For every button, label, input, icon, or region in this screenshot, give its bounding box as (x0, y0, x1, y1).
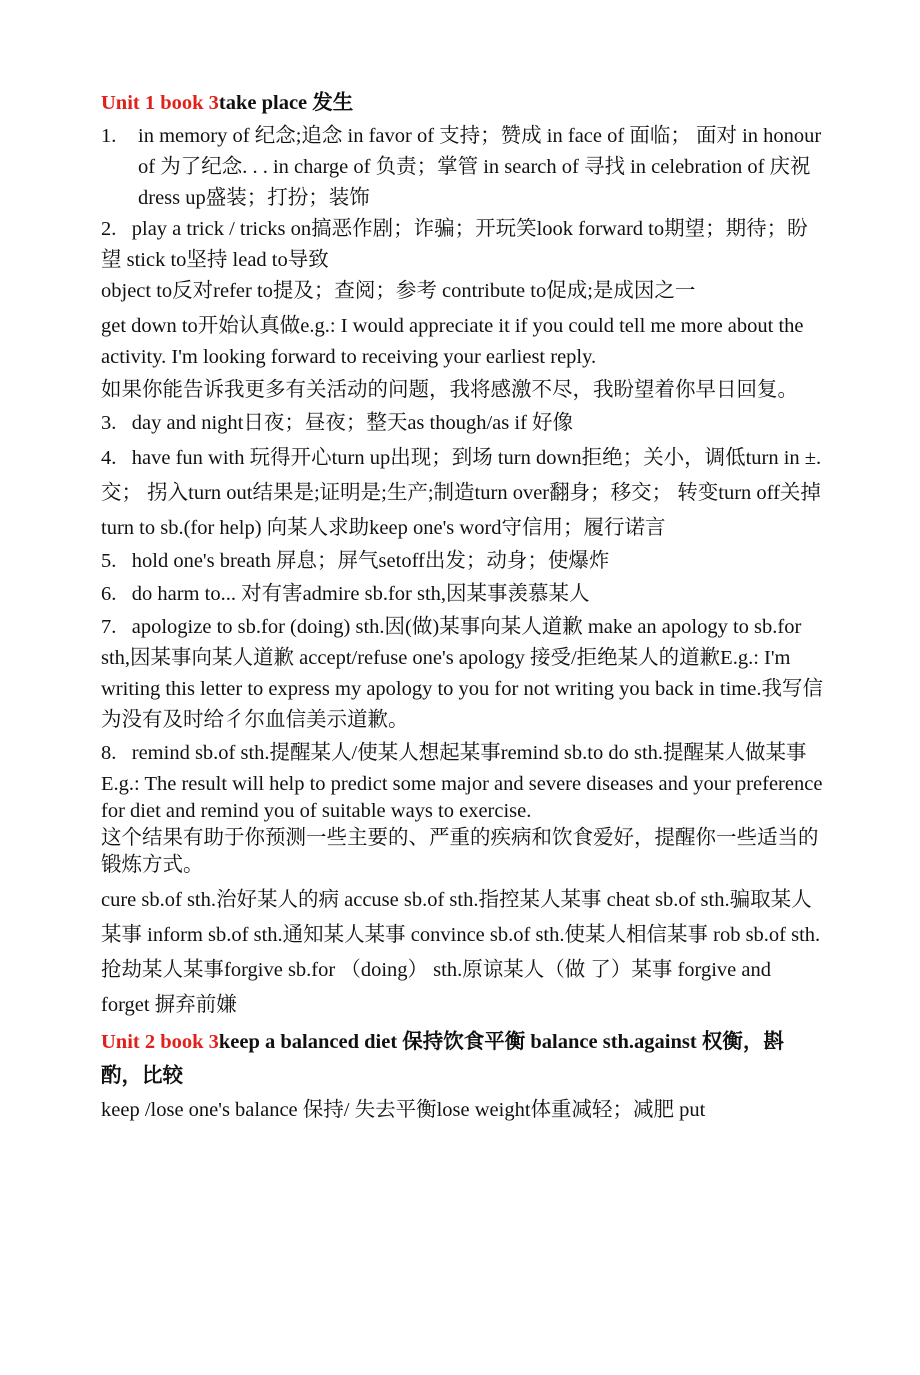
list-item-4 (101, 441, 823, 511)
list-item-text: do harm to... 对有害admire sb.for sth,因某事羡慕某人 (131, 583, 590, 605)
list-item-8 (101, 738, 823, 769)
list-item-number: 6. (101, 583, 117, 605)
unit2-heading (101, 1025, 823, 1093)
list-item-text: hold one's breath 屏息；屏气setoff出发；动身；使爆炸 (131, 550, 610, 572)
list-item-6 (101, 579, 823, 610)
paragraph-turn-to: turn to sb.(for help) 向某人求助keep one's word守信用；履行诺言 (101, 517, 666, 539)
unit1-heading (101, 86, 823, 120)
list-item-number: 7. (101, 616, 117, 638)
list-item-text: have fun with 玩得开心turn up出现；到场 turn down拒绝；关小，调低turn in ±.交； 拐入turn out结果是;证明是;生产;制造turn over翻身；移交； 转变turn off关掉 (101, 447, 822, 504)
list-item-number: 3. (101, 412, 117, 434)
list-item-7 (101, 612, 823, 736)
list-item-text: play a trick / tricks on搞恶作剧；诈骗；开玩笑look forward to期望；期待；盼望 stick to坚持 lead to导致 (101, 218, 808, 271)
unit1-title-rest: take place 发生 (218, 92, 354, 114)
paragraph-object-to: object to反对refer to提及；查阅；参考 contribute to促成;是成因之一 (101, 280, 696, 302)
list-item-number: 2. (101, 218, 117, 240)
paragraph-cure-verbs: cure sb.of sth.治好某人的病 accuse sb.of sth.指控某人某事 cheat sb.of sth.骗取某人某事 inform sb.of sth.通知某人某事 convince sb.of sth.使某人相信某事 rob sb.of sth.抢劫某人某事forgive sb.for （doing） sth.原谅某人（做 了）某事 forgive and forget 摒弃前嫌 (101, 889, 821, 1016)
paragraph-chinese-translation-2: 这个结果有助于你预测一些主要的、严重的疾病和饮食爱好，提醒你一些适当的锻炼方式。 (101, 827, 819, 876)
unit2-title-rest: keep a balanced diet 保持饮食平衡 balance sth.against 权衡，斟 酌，比较 (101, 1031, 784, 1087)
list-item-number: 8. (101, 742, 117, 764)
list-item-number: 4. (101, 447, 117, 469)
list-item-text: apologize to sb.for (doing) sth.因(做)某事向某人道歉 make an apology to sb.for sth,因某事向某人道歉 accept/refuse one's apology 接受/拒绝某人的道歉E.g.: I'm writing this letter to express my apology to you for not writing you back in time.我写信为没有及时给彳尔血信美示道歉。 (101, 616, 823, 731)
list-item-3 (101, 408, 823, 439)
paragraph-keep-balance: keep /lose one's balance 保持/ 失去平衡lose weight体重减轻；减肥 put (101, 1099, 706, 1121)
paragraph-get-down-to: get down to开始认真做e.g.: I would appreciate it if you could tell me more about the activity. I'm looking forward to receiving your earliest reply. (101, 315, 804, 368)
list-item-2 (101, 214, 823, 276)
list-item-1 (101, 121, 823, 214)
list-item-number: 5. (101, 550, 117, 572)
list-item-5 (101, 546, 823, 577)
document-page (101, 86, 823, 1126)
list-item-text: in memory of 纪念;追念 in favor of 支持；赞成 in face of 面临； 面对 in honour of 为了纪念. . . in charge of 负责；掌管 in search of 寻找 in celebration of 庆祝dress up盛装；打扮；装饰 (138, 125, 822, 209)
list-item-text: remind sb.of sth.提醒某人/使某人想起某事remind sb.to do sth.提醒某人做某事 (131, 742, 807, 764)
paragraph-chinese-translation-1: 如果你能告诉我更多有关活动的问题，我将感激不尽，我盼望着你早日回复。 (101, 379, 798, 401)
paragraph-example-result: E.g.: The result will help to predict some major and severe diseases and your preference for diet and remind you of suitable ways to exercise. (101, 773, 823, 822)
unit1-title-red: Unit 1 book 3 (101, 92, 219, 114)
list-item-number: 1. (101, 125, 117, 147)
unit2-title-red: Unit 2 book 3 (101, 1031, 219, 1053)
list-item-text: day and night日夜；昼夜；整天as though/as if 好像 (131, 412, 574, 434)
